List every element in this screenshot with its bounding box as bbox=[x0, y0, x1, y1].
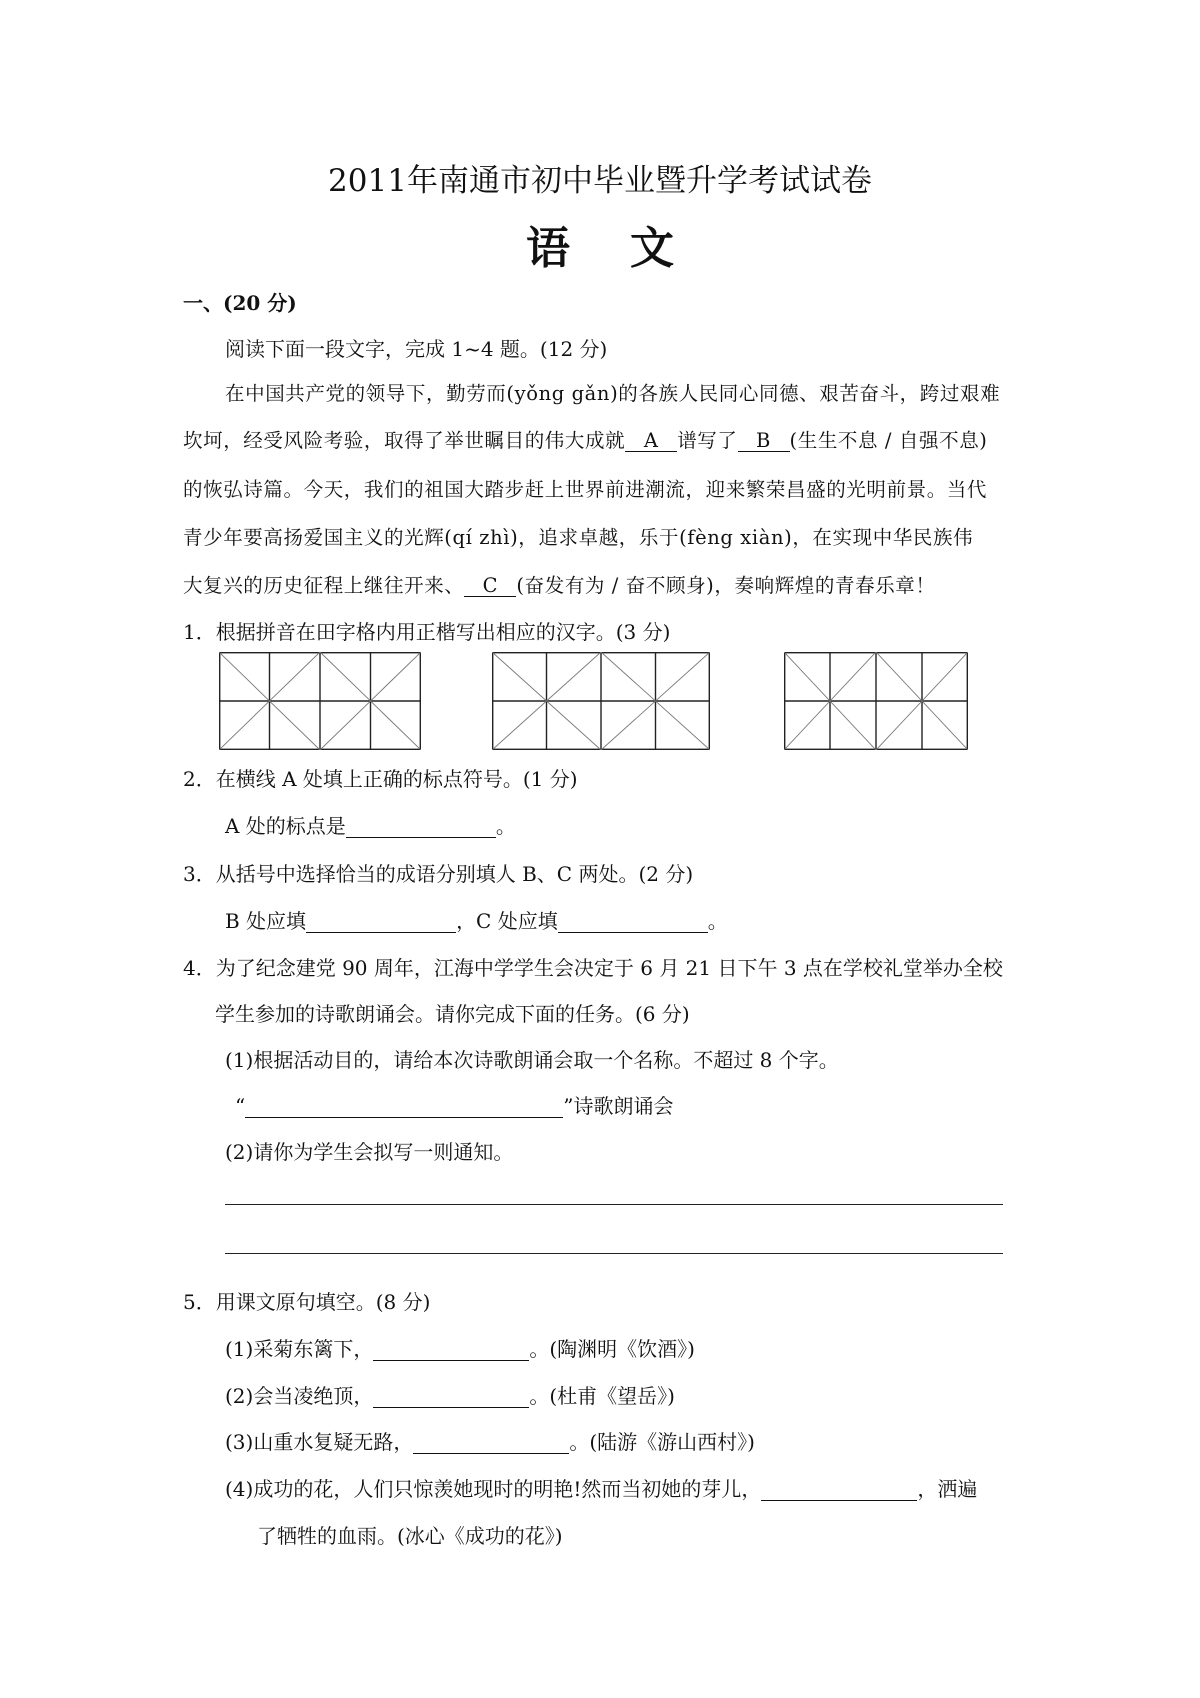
passage-line-2 bbox=[183, 425, 988, 453]
question-1: 1．根据拼音在田字格内用正楷写出相应的汉字。(3 分) bbox=[183, 620, 671, 644]
tianzige-grid-1[interactable] bbox=[219, 652, 421, 750]
question-5-item-2 bbox=[225, 1380, 675, 1409]
passage-line-1: 在中国共产党的领导下，勤劳而(yǒng gǎn)的各族人民同心同德、艰苦奋斗，跨过艰难 bbox=[225, 382, 1001, 405]
tianzige-grid-2[interactable] bbox=[492, 652, 710, 750]
question-5-item-1-text: (1)采菊东篱下， bbox=[225, 1337, 374, 1361]
recital-name-blank[interactable] bbox=[245, 1095, 563, 1118]
question-3-answer-end: 。 bbox=[707, 909, 728, 933]
question-5-item-2-text: (2)会当凌绝顶， bbox=[225, 1384, 374, 1408]
question-5-item-3 bbox=[225, 1426, 755, 1455]
question-3-answer bbox=[225, 905, 728, 934]
poem-blank-1[interactable] bbox=[373, 1338, 529, 1361]
question-2-answer-end: 。 bbox=[495, 814, 516, 838]
question-3: 3．从括号中选择恰当的成语分别填人 B、C 两处。(2 分) bbox=[183, 862, 694, 886]
passage-line-5 bbox=[183, 570, 936, 598]
question-5-item-1 bbox=[225, 1333, 695, 1362]
question-4-sub-1: (1)根据活动目的，请给本次诗歌朗诵会取一个名称。不超过 8 个字。 bbox=[225, 1048, 839, 1072]
passage-line-2-text-c: (生生不息 / 自强不息) bbox=[789, 429, 988, 452]
question-4-sub-2: (2)请你为学生会拟写一则通知。 bbox=[225, 1140, 514, 1164]
poem-blank-3[interactable] bbox=[413, 1431, 569, 1454]
question-5-item-3-source: 。(陆游《游山西村》) bbox=[569, 1430, 755, 1454]
blank-c: C bbox=[464, 575, 516, 597]
exam-title: 2011年南通市初中毕业暨升学考试试卷 bbox=[328, 163, 872, 199]
question-5-item-2-source: 。(杜甫《望岳》) bbox=[529, 1384, 675, 1408]
prose-blank-4[interactable] bbox=[761, 1478, 917, 1501]
notice-answer-line-1[interactable] bbox=[225, 1204, 1003, 1205]
answer-blank-c[interactable] bbox=[558, 910, 708, 933]
question-5-item-4-text: (4)成功的花，人们只惊羡她现时的明艳!然而当初她的芽儿， bbox=[225, 1477, 762, 1501]
answer-blank-b[interactable] bbox=[306, 910, 456, 933]
question-4-line-2: 学生参加的诗歌朗诵会。请你完成下面的任务。(6 分) bbox=[215, 1002, 690, 1026]
passage-line-3: 的恢弘诗篇。今天，我们的祖国大踏步赶上世界前进潮流，迎来繁荣昌盛的光明前景。当代 bbox=[183, 478, 988, 501]
passage-line-5-text-a: 大复兴的历史征程上继往开来、 bbox=[183, 574, 465, 597]
subject-title: 语文 bbox=[526, 223, 734, 274]
blank-a: A bbox=[625, 430, 677, 452]
poem-blank-2[interactable] bbox=[373, 1385, 529, 1408]
tianzige-grid-3[interactable] bbox=[784, 652, 968, 750]
question-3-c-label: ，C 处应填 bbox=[456, 909, 558, 933]
notice-answer-line-2[interactable] bbox=[225, 1253, 1003, 1254]
question-4-line-1: 4．为了纪念建党 90 周年，江海中学学生会决定于 6 月 21 日下午 3 点在学校礼堂举办全校 bbox=[183, 956, 1003, 980]
reading-instruction: 阅读下面一段文字，完成 1~4 题。(12 分) bbox=[225, 337, 608, 361]
passage-line-2-text-b: 谱写了 bbox=[677, 429, 738, 452]
question-2: 2．在横线 A 处填上正确的标点符号。(1 分) bbox=[183, 767, 578, 791]
question-4-sub-1-answer bbox=[235, 1090, 673, 1119]
question-5-item-1-source: 。(陶渊明《饮酒》) bbox=[529, 1337, 695, 1361]
answer-blank-a[interactable] bbox=[346, 815, 496, 838]
question-2-answer-label: A 处的标点是 bbox=[225, 814, 346, 838]
passage-line-2-text-a: 坎坷，经受风险考验，取得了举世瞩目的伟大成就 bbox=[183, 429, 626, 452]
section-heading: 一、(20 分) bbox=[183, 291, 297, 315]
question-3-b-label: B 处应填 bbox=[225, 909, 307, 933]
question-2-answer bbox=[225, 810, 516, 839]
quote-close-label: ”诗歌朗诵会 bbox=[563, 1094, 674, 1118]
question-5-item-4-line-2: 了牺牲的血雨。(冰心《成功的花》) bbox=[257, 1524, 563, 1548]
question-5-item-4-end: ，洒遍 bbox=[917, 1477, 978, 1501]
question-5: 5．用课文原句填空。(8 分) bbox=[183, 1290, 431, 1314]
blank-b: B bbox=[738, 430, 790, 452]
question-5-item-3-text: (3)山重水复疑无路， bbox=[225, 1430, 414, 1454]
quote-open: “ bbox=[235, 1094, 246, 1118]
passage-line-5-text-b: (奋发有为 / 奋不顾身)，奏响辉煌的青春乐章！ bbox=[516, 574, 936, 597]
passage-line-4: 青少年要高扬爱国主义的光辉(qí zhì)，追求卓越，乐于(fèng xiàn)，在实现中华民族伟 bbox=[183, 526, 974, 549]
question-5-item-4 bbox=[225, 1473, 977, 1502]
